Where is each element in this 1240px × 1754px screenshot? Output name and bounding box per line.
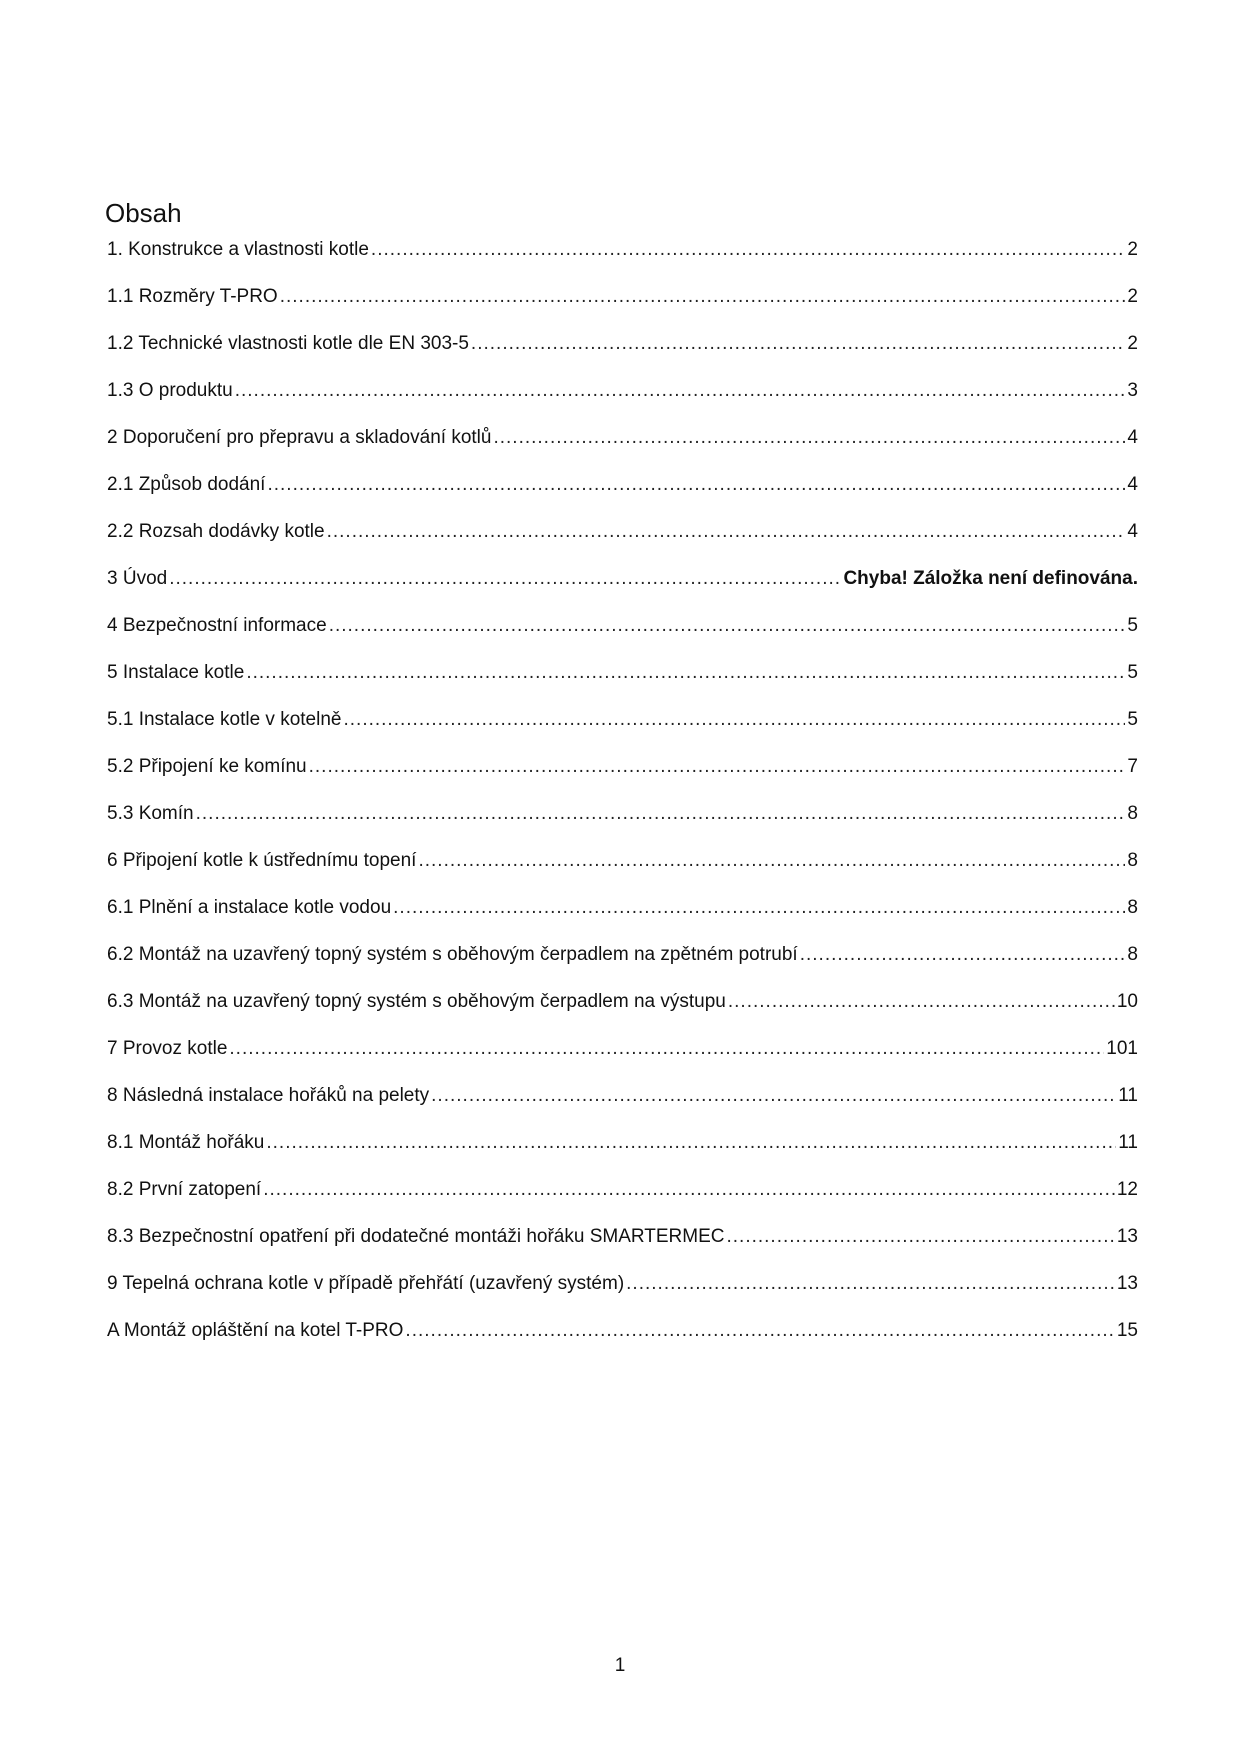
toc-entry-label: 5.3 Komín: [107, 803, 194, 824]
toc-entry[interactable]: [107, 376, 1138, 423]
toc-entry[interactable]: [107, 1175, 1138, 1222]
toc-leader-dots: [229, 1034, 1104, 1064]
toc-entry[interactable]: [107, 1081, 1138, 1128]
toc-leader-dots: [235, 376, 1126, 406]
toc-leader-dots: [728, 987, 1115, 1017]
toc-leader-dots: [800, 940, 1126, 970]
toc-entry-label: 5 Instalace kotle: [107, 662, 245, 683]
toc-entry-page: 5: [1127, 615, 1138, 636]
toc-entry-label: 8.3 Bezpečnostní opatření při dodatečné montáži hořáku SMARTERMEC: [107, 1226, 725, 1247]
toc-entry-page: 4: [1127, 521, 1138, 542]
toc-entry-page: 12: [1116, 1179, 1138, 1200]
toc-entry[interactable]: [107, 940, 1138, 987]
toc-entry-label: 1.2 Technické vlastnosti kotle dle EN 303-5: [107, 333, 469, 354]
table-of-contents: [107, 235, 1138, 1363]
toc-entry-label: 1. Konstrukce a vlastnosti kotle: [107, 239, 369, 260]
toc-leader-dots: [266, 1128, 1116, 1158]
toc-leader-dots: [343, 705, 1125, 735]
toc-leader-dots: [327, 517, 1126, 547]
toc-entry[interactable]: [107, 987, 1138, 1034]
toc-leader-dots: [196, 799, 1126, 829]
toc-entry-label: 2.2 Rozsah dodávky kotle: [107, 521, 325, 542]
toc-entry-page: 4: [1127, 474, 1138, 495]
toc-entry-page: 2: [1127, 286, 1138, 307]
toc-entry-page: 10: [1116, 991, 1138, 1012]
toc-entry-label: 6.2 Montáž na uzavřený topný systém s oběhovým čerpadlem na zpětném potrubí: [107, 944, 798, 965]
toc-entry[interactable]: [107, 329, 1138, 376]
toc-entry-page: 2: [1127, 333, 1138, 354]
toc-entry[interactable]: [107, 1222, 1138, 1269]
toc-entry-page: 13: [1116, 1273, 1138, 1294]
toc-leader-dots: [471, 329, 1126, 359]
toc-entry-label: 6.3 Montáž na uzavřený topný systém s oběhovým čerpadlem na výstupu: [107, 991, 726, 1012]
toc-entry[interactable]: [107, 658, 1138, 705]
toc-entry-page: 15: [1116, 1320, 1138, 1341]
toc-entry-label: 4 Bezpečnostní informace: [107, 615, 327, 636]
toc-entry-page: 8: [1127, 897, 1138, 918]
toc-leader-dots: [431, 1081, 1116, 1111]
toc-leader-dots: [169, 564, 841, 594]
toc-entry[interactable]: [107, 235, 1138, 282]
toc-leader-dots: [371, 235, 1126, 265]
toc-entry-label: 6.1 Plnění a instalace kotle vodou: [107, 897, 392, 918]
toc-entry-label: A Montáž opláštění na kotel T-PRO: [107, 1320, 404, 1341]
toc-entry-page: 8: [1127, 850, 1138, 871]
toc-entry-label: 1.3 O produktu: [107, 380, 233, 401]
toc-entry-label: 2 Doporučení pro přepravu a skladování kotlů: [107, 427, 492, 448]
toc-entry[interactable]: [107, 470, 1138, 517]
toc-leader-dots: [309, 752, 1126, 782]
toc-entry[interactable]: [107, 1316, 1138, 1363]
toc-entry[interactable]: [107, 611, 1138, 658]
toc-entry[interactable]: [107, 752, 1138, 799]
page-number: 1: [614, 1655, 626, 1676]
toc-leader-dots: [418, 846, 1125, 876]
toc-leader-dots: [329, 611, 1126, 641]
toc-entry-page: 8: [1127, 944, 1138, 965]
toc-entry-page: 2: [1127, 239, 1138, 260]
toc-entry-label: 2.1 Způsob dodání: [107, 474, 266, 495]
toc-entry[interactable]: [107, 564, 1138, 611]
toc-entry-page: 11: [1118, 1085, 1138, 1106]
toc-entry[interactable]: [107, 423, 1138, 470]
toc-entry-page: 11: [1118, 1132, 1138, 1153]
toc-leader-dots: [280, 282, 1126, 312]
toc-entry[interactable]: [107, 1269, 1138, 1316]
toc-entry-page-error: Chyba! Záložka není definována.: [843, 568, 1138, 589]
toc-entry-page: 4: [1127, 427, 1138, 448]
toc-entry-label: 8.1 Montáž hořáku: [107, 1132, 265, 1153]
toc-title: Obsah: [105, 198, 182, 228]
toc-entry[interactable]: [107, 846, 1138, 893]
toc-entry[interactable]: [107, 705, 1138, 752]
toc-entry[interactable]: [107, 282, 1138, 329]
toc-leader-dots: [267, 470, 1125, 500]
toc-entry-label: 6 Připojení kotle k ústřednímu topení: [107, 850, 417, 871]
toc-entry-label: 7 Provoz kotle: [107, 1038, 228, 1059]
toc-leader-dots: [405, 1316, 1114, 1346]
toc-leader-dots: [493, 423, 1125, 453]
toc-leader-dots: [626, 1269, 1115, 1299]
toc-entry-page: 101: [1106, 1038, 1138, 1059]
toc-entry-page: 13: [1116, 1226, 1138, 1247]
toc-entry[interactable]: [107, 517, 1138, 564]
toc-entry[interactable]: [107, 1034, 1138, 1081]
toc-entry-page: 5: [1127, 709, 1138, 730]
toc-entry-label: 1.1 Rozměry T-PRO: [107, 286, 278, 307]
toc-leader-dots: [393, 893, 1125, 923]
toc-entry-label: 5.1 Instalace kotle v kotelně: [107, 709, 342, 730]
toc-leader-dots: [263, 1175, 1115, 1205]
toc-leader-dots: [726, 1222, 1114, 1252]
toc-entry-label: 8.2 První zatopení: [107, 1179, 262, 1200]
toc-entry-page: 3: [1127, 380, 1138, 401]
toc-leader-dots: [246, 658, 1125, 688]
toc-entry[interactable]: [107, 893, 1138, 940]
toc-entry-page: 7: [1127, 756, 1138, 777]
toc-entry-label: 3 Úvod: [107, 568, 168, 589]
toc-entry-label: 8 Následná instalace hořáků na pelety: [107, 1085, 430, 1106]
toc-entry-label: 9 Tepelná ochrana kotle v případě přehřátí (uzavřený systém): [107, 1273, 625, 1294]
toc-entry-label: 5.2 Připojení ke komínu: [107, 756, 307, 777]
toc-entry-page: 5: [1127, 662, 1138, 683]
toc-entry-page: 8: [1127, 803, 1138, 824]
toc-entry[interactable]: [107, 1128, 1138, 1175]
toc-entry[interactable]: [107, 799, 1138, 846]
